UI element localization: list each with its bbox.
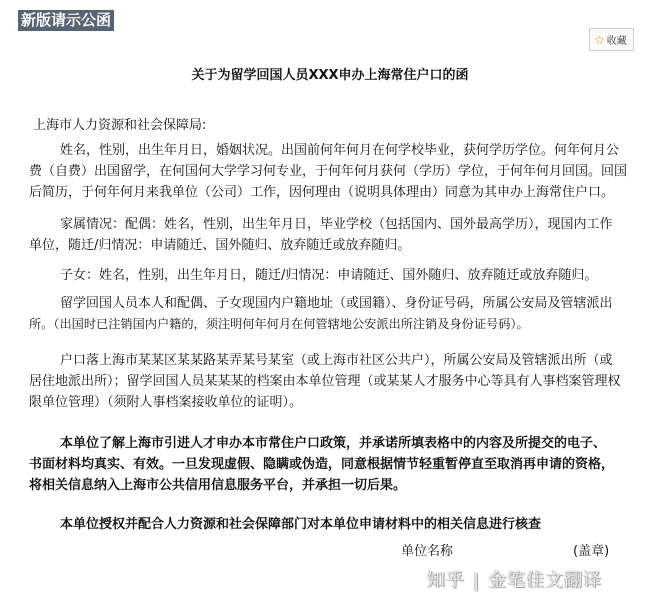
addressee — [33, 115, 613, 136]
paragraph-line: 将相关信息纳入上海市公共信用信息服务平台，并承担一切后果。 — [29, 478, 407, 493]
paragraph-spouse-info — [29, 214, 640, 256]
paragraph-line: 书面材料均真实、有效。一旦发现虚假、隐瞒或伪造，同意根据情节轻重暂停直至取消再申请的资格， — [29, 457, 615, 472]
doc-type-badge: 新版请示公函 — [18, 10, 114, 31]
signature-label: 单位名称 — [401, 544, 454, 559]
seal-label: (盖章) — [573, 544, 610, 559]
paragraph-commitment — [29, 433, 640, 496]
paragraph-personal-info — [29, 140, 640, 203]
paragraph-hukou-location — [29, 350, 640, 413]
signature-unit-name — [401, 541, 453, 562]
paragraph-line: 限单位管理）（须附人事档案接收单位的证明）。 — [29, 395, 303, 410]
paragraph-children-info — [60, 265, 640, 286]
paragraph-line: 本单位了解上海市引进人才申办本市常住户口政策，并承诺所填表格中的内容及所提交的电子、 — [60, 436, 607, 451]
paragraph-line: 所。（出国时已注销国内户籍的，须注明何年何月在何管辖地公安派出所注销及身份证号码）。 — [29, 317, 529, 331]
watermark-author: 金笔佳文翻译 — [488, 570, 603, 591]
paragraph-authorization — [60, 514, 640, 535]
paragraph-line: 子女：姓名，性别，出生年月日，随迁/归情况：申请随迁、国外随归、放弃随迁或放弃随归。 — [60, 268, 598, 283]
paragraph-line: 后简历，于何年何月来我单位（公司）工作，因何理由（说明具体理由）同意为其申办上海常住户口。 — [29, 185, 615, 200]
paragraph-line: 家属情况：配偶：姓名，性别，出生年月日，毕业学校（包括国内、国外最高学历），现国内工作 — [60, 217, 613, 232]
favorite-label: 收藏 — [606, 36, 627, 47]
paragraph-line: 居住地派出所）；留学回国人员某某某的档案由本单位管理（或某某人才服务中心等具有人事档案管理权 — [29, 374, 621, 389]
favorite-button[interactable] — [589, 28, 634, 51]
paragraph-line: 本单位授权并配合人力资源和社会保障部门对本单位申请材料中的相关信息进行核查 — [60, 517, 542, 532]
watermark — [427, 566, 602, 592]
watermark-separator: | — [473, 570, 481, 591]
paragraph-line: 户口落上海市某某区某某路某弄某号某室（或上海市社区公共户），所属公安局及管辖派出所（或 — [60, 353, 613, 368]
seal-placeholder — [573, 541, 609, 562]
paragraph-line: 单位，随迁/归情况：申请随迁、国外随归、放弃随迁或放弃随归。 — [29, 238, 411, 253]
addressee-text: 上海市人力资源和社会保障局: — [33, 118, 207, 133]
watermark-source: 知乎 — [427, 570, 465, 591]
paragraph-household-address — [29, 293, 640, 335]
paragraph-line: 姓名，性别，出生年月日，婚姻状况。出国前何年何月在何学校毕业，获何学历学位。何年何月公 — [60, 143, 620, 158]
paragraph-line: 留学回国人员本人和配偶、子女现国内户籍地址（或国籍）、身份证号码，所属公安局及管辖派出 — [60, 296, 613, 311]
paragraph-line: 费（自费）出国留学，在何国何大学学习何专业，于何年何月获何（学历）学位，于何年何月回国。回国 — [29, 164, 628, 179]
star-icon: ☆ — [594, 32, 605, 47]
document-title: 关于为留学回国人员XXX申办上海常住户口的函 — [191, 68, 469, 83]
